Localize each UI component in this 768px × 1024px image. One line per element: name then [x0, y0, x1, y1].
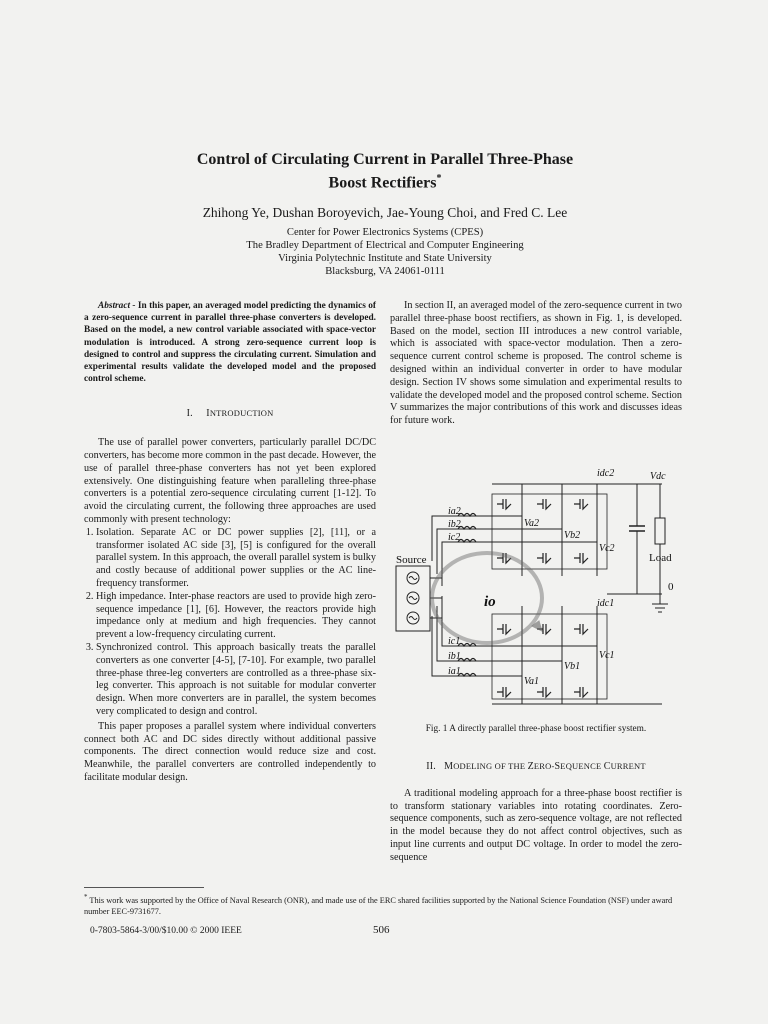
- label-ia2: ia2: [448, 506, 461, 517]
- ground-icon: [652, 594, 668, 612]
- paper-title: [150, 150, 620, 192]
- load-resistor: [655, 484, 665, 596]
- source-block: [396, 566, 442, 631]
- label-idc1: idc1: [597, 598, 615, 609]
- label-vb2: Vb2: [564, 530, 581, 541]
- label-vc2: Vc2: [599, 543, 615, 554]
- isbn-line: 0-7803-5864-3/00/$10.00 © 2000 IEEE: [90, 926, 242, 936]
- label-ib2: ib2: [448, 519, 461, 530]
- label-va2: Va2: [524, 518, 539, 529]
- intro-approach-list: [84, 527, 376, 719]
- label-zero: 0: [668, 581, 674, 593]
- section-2: [390, 760, 682, 865]
- section-title-initial: Z: [527, 761, 534, 772]
- affiliation-line: The Bradley Department of Electrical and Computer Engineering: [246, 240, 524, 251]
- section-heading-modeling: [390, 760, 682, 774]
- affiliation-line: Blacksburg, VA 24061-0111: [325, 266, 445, 277]
- title-line-2: Boost Rectifiers: [328, 174, 437, 192]
- section-title-initial: M: [444, 761, 454, 772]
- right-column: [390, 300, 682, 428]
- title-line-1: Control of Circulating Current in Parallel Three-Phase: [196, 151, 574, 168]
- intro-paragraph-1: The use of parallel power converters, particularly parallel DC/DC converters, has become more common in the past decade. However, the use of parallel three-phase converters has not yet been explored extensively. One distinguishing feature when paralleling three-phase converters is a potential zero-sequence circulating current [1-12]. To avoid the circulating current, the following three approaches are used commonly with present technology:: [84, 437, 376, 525]
- list-item: 3. Synchronized control. This approach basically treats the parallel converters as one converter [4-5], [7-10]. For example, two parallel three-phase three-leg converters are controlled as a three-phase six-leg converter. This approach is not suitable for modular converter design. When more converters are in parallel, the system becomes very complicated to design and control.: [96, 642, 376, 719]
- label-idc2: idc2: [597, 468, 615, 479]
- page-number: 506: [373, 924, 390, 936]
- section-title-initial: I: [206, 408, 210, 420]
- intro-paragraph-2: This paper proposes a parallel system where individual converters connect both AC and DC sides directly without additional passive components. The direct connection would reduce size and cost. Meanwhile, the parallel converters are controlled independently to facilitate modular design.: [84, 720, 376, 783]
- abstract-label: Abstract -: [98, 301, 136, 311]
- section-number: I.: [186, 408, 193, 420]
- dc-capacitor: [629, 484, 645, 594]
- author-list: Zhihong Ye, Dushan Boroyevich, Jae-Young Choi, and Fred C. Lee: [202, 205, 568, 220]
- label-io: io: [484, 594, 496, 610]
- circuit-diagram: [392, 466, 682, 714]
- label-ic2: ic2: [448, 532, 461, 543]
- list-item: 1. Isolation. Separate AC or DC power supplies [2], [11], or a transformer isolated AC side [3], [5] is configured for the overall parallel system. In this approach, the overall parallel system is bulky and costly because of additional power supplies or the AC line-frequency transformer.: [96, 527, 376, 591]
- title-footnote-mark: *: [436, 173, 442, 184]
- converter-1: [492, 606, 607, 704]
- list-item: 2. High impedance. Inter-phase reactors are used to provide high zero-sequence impedance [1], [6]. However, the reactors provide high impedance only at medium and high frequencies. They cannot prevent a low-frequency circulating current.: [96, 591, 376, 642]
- affiliation: [150, 226, 620, 278]
- footnote-mark: *: [84, 894, 88, 901]
- footnote: [84, 892, 684, 917]
- label-ia1: ia1: [448, 666, 461, 677]
- affiliation-line: Virginia Polytechnic Institute and State University: [278, 253, 492, 264]
- section-title-initial: S: [554, 761, 561, 772]
- label-ib1: ib1: [448, 651, 461, 662]
- footnote-text: This work was supported by the Office of Naval Research (ONR), and made use of the ERC shared facilities supported by the National Science Foundation (NSF) under award number EEC-9731677.: [84, 895, 673, 916]
- figure-caption: Fig. 1 A directly parallel three-phase boost rectifier system.: [425, 724, 647, 734]
- label-vb1: Vb1: [564, 661, 581, 672]
- label-vdc: Vdc: [650, 471, 666, 482]
- section-heading-introduction: [84, 407, 376, 421]
- section-title-rest: NTRODUCTION: [209, 408, 274, 419]
- section-title-rest: ERO-: [533, 761, 555, 771]
- affiliation-line: Center for Power Electronics Systems (CPES): [286, 227, 484, 238]
- section-title-rest: ODELING OF THE: [453, 761, 528, 771]
- label-va1: Va1: [524, 676, 539, 687]
- left-column: [84, 300, 376, 785]
- section-title-rest: EQUENCE: [560, 761, 604, 771]
- section-2-paragraph-1: A traditional modeling approach for a three-phase boost rectifier is to transform stationary variables into rotating coordinates. Zero-sequence components, such as zero-sequence voltage, are not reflected in the model because they do not affect control objectives, such as input line currents and output DC voltage. In order to model the zero-sequence: [390, 787, 682, 863]
- footnote-rule: [84, 887, 204, 888]
- label-load: Load: [649, 552, 672, 564]
- circuit-figure: [392, 466, 682, 714]
- section-title-rest: URRENT: [610, 761, 646, 771]
- right-paragraph-1: In section II, an averaged model of the zero-sequence current in two parallel three-phase boost rectifiers, as shown in Fig. 1, is developed. Based on the model, section III introduces a new control variable, which is associated with space-vector modulation. Then a zero-sequence current control scheme is proposed. The control scheme is designed within an individual converter in order to have modular design. Section IV shows some simulation and experimental results to validate the developed model and the proposed control scheme. Section V summarizes the major contributions of this work and discusses ideas for future work.: [390, 300, 682, 427]
- abstract-text: In this paper, an averaged model predicting the dynamics of a zero-sequence current in parallel three-phase converters is developed. Based on the model, a new control variable associated with space-vector modulation is introduced. A strong zero-sequence current loop is designed to control and suppress the circulating current. Simulation and experimental results validate the developed model and the proposed control scheme.: [84, 301, 376, 385]
- abstract: [84, 300, 376, 385]
- converter-2: [492, 484, 607, 576]
- section-number: II.: [426, 761, 436, 772]
- label-vc1: Vc1: [599, 650, 615, 661]
- label-source: Source: [396, 554, 427, 566]
- label-ic1: ic1: [448, 636, 461, 647]
- section-title-initial: C: [603, 761, 611, 772]
